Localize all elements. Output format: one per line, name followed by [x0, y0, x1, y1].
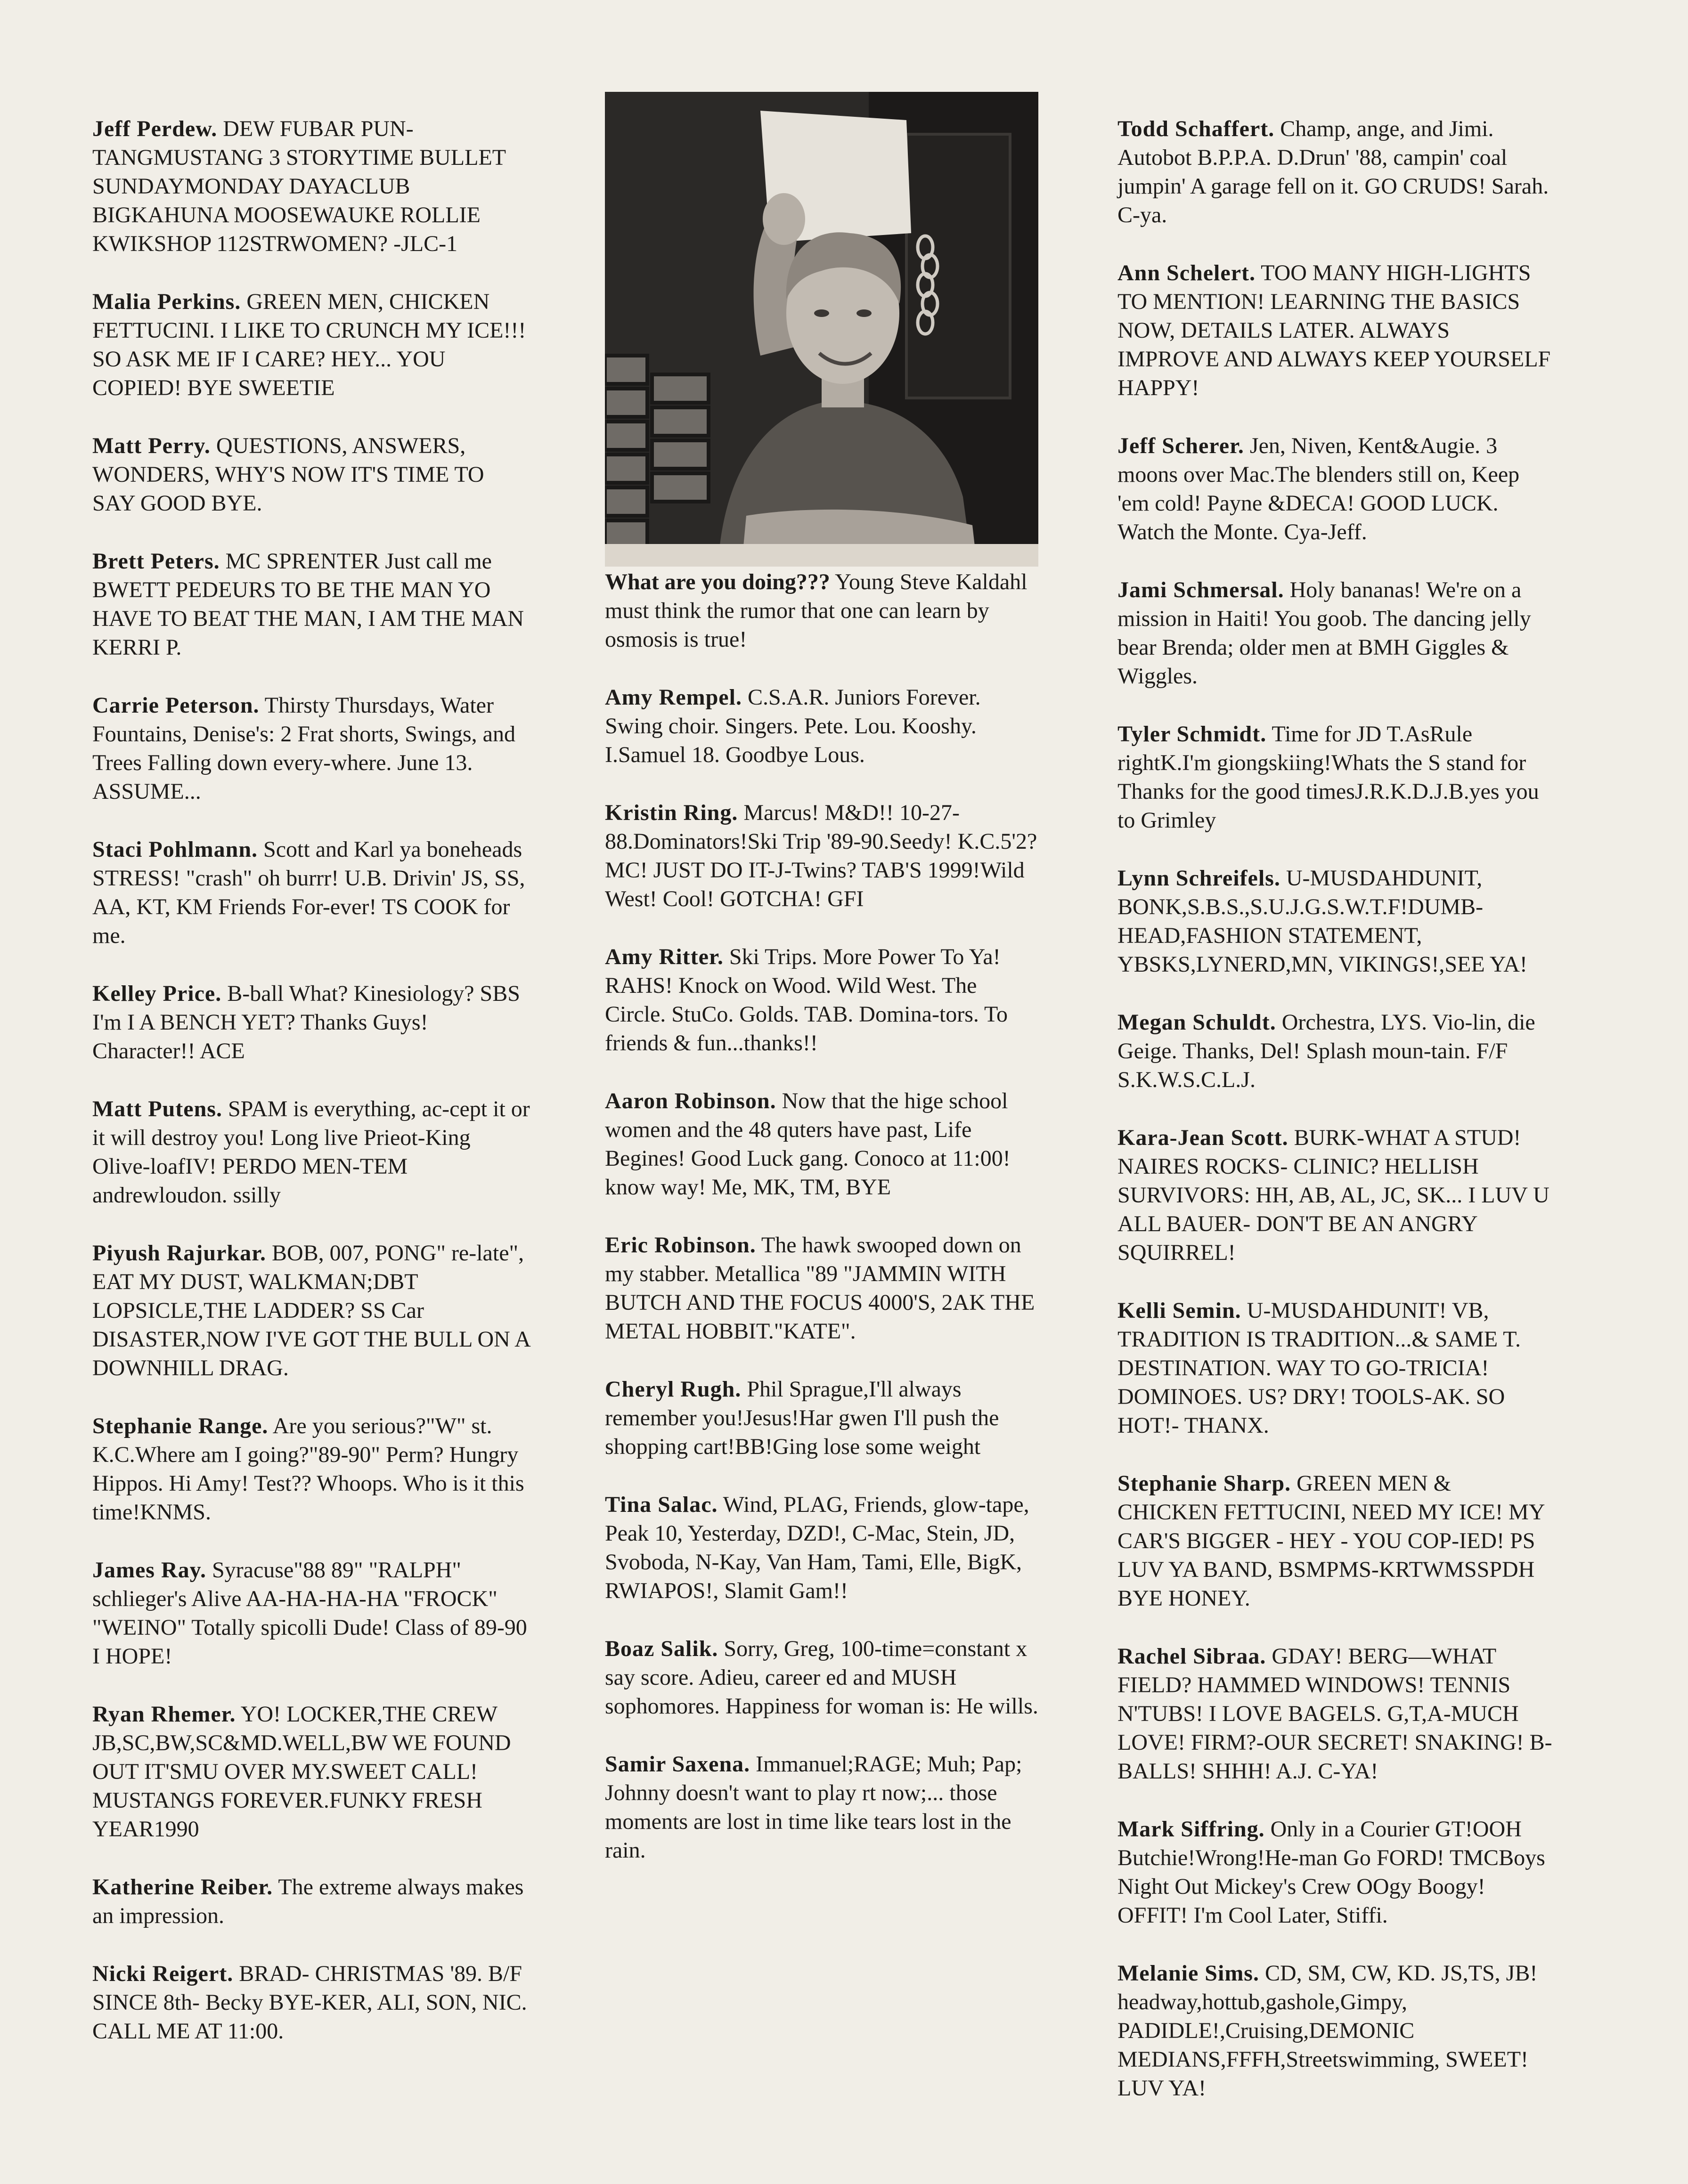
photo-illustration [605, 92, 1038, 567]
senior-entry [1117, 720, 1556, 835]
student-message: GREEN MEN, CHICKEN FETTUCINI. I LIKE TO CRUNCH MY ICE!!! SO ASK ME IF I CARE? HEY... YOU COPIED! BYE SWEETIE [92, 289, 526, 400]
student-message: TOO MANY HIGH-LIGHTS TO MENTION! LEARNING THE BASICS NOW, DETAILS LATER. ALWAYS IMPROVE AND ALWAYS KEEP YOURSELF HAPPY! [1117, 260, 1551, 400]
student-message: GDAY! BERG—WHAT FIELD? HAMMED WINDOWS! TENNIS N'TUBS! I LOVE BAGELS. G,T,A-MUCH LOVE! FIRM?-OUR SECRET! SNAKING! B-BALLS! SHHH! A.J. C-YA! [1117, 1644, 1552, 1784]
student-name: Cheryl Rugh. [605, 1377, 742, 1402]
student-message: Phil Sprague,I'll always remember you!Jesus!Har gwen I'll push the shopping cart!BB!Ging lose some weight [605, 1377, 999, 1459]
senior-entry [605, 1750, 1038, 1865]
student-message: The hawk swooped down on my stabber. Metallica "89 "JAMMIN WITH BUTCH AND THE FOCUS 4000'S, 2AK THE METAL HOBBIT."KATE". [605, 1233, 1035, 1344]
senior-entry [92, 1959, 530, 2046]
student-name: Ryan Rhemer. [92, 1702, 236, 1727]
student-name: Kelley Price. [92, 981, 222, 1006]
senior-entry [1117, 576, 1556, 690]
student-message: QUESTIONS, ANSWERS, WONDERS, WHY'S NOW IT'S TIME TO SAY GOOD BYE. [92, 433, 484, 516]
student-name: Brett Peters. [92, 549, 220, 574]
student-name: Katherine Reiber. [92, 1875, 273, 1900]
senior-entry [92, 287, 530, 402]
student-name: Kara-Jean Scott. [1117, 1125, 1288, 1150]
student-message: Are you serious?"W" st. K.C.Where am I going?"89-90" Perm? Hungry Hippos. Hi Amy! Test?? Whoops. Who is it this time!KNMS. [92, 1413, 524, 1525]
student-message: Scott and Karl ya boneheads STRESS! "crash" oh burrr! U.B. Drivin' JS, SS, AA, KT, KM Friends For-ever! TS COOK for me. [92, 837, 525, 948]
student-name: Nicki Reigert. [92, 1961, 234, 1986]
photo-caption [605, 568, 1038, 654]
student-message: CD, SM, CW, KD. JS,TS, JB! headway,hottub,gashole,Gimpy, PADIDLE!,Cruising,DEMONIC MEDIANS,FFFH,Streetswimming, SWEET! LUV YA! [1117, 1961, 1538, 2101]
student-message: B-ball What? Kinesiology? SBS I'm I A BENCH YET? Thanks Guys! Character!! ACE [92, 981, 520, 1064]
student-name: Eric Robinson. [605, 1233, 756, 1258]
student-message: MC SPRENTER Just call me BWETT PEDEURS TO BE THE MAN YO HAVE TO BEAT THE MAN, I AM THE MAN KERRI P. [92, 549, 524, 660]
senior-messages-column-2 [605, 92, 1038, 1894]
student-message: Immanuel;RAGE; Muh; Pap; Johnny doesn't want to play rt now;... those moments are lost in time like tears lost in the rain. [605, 1752, 1022, 1863]
student-name: Lynn Schreifels. [1117, 866, 1280, 891]
senior-entry [1117, 1815, 1556, 1930]
student-message: U-MUSDAHDUNIT! VB, TRADITION IS TRADITION...& SAME T. DESTINATION. WAY TO GO-TRICIA! DOMINOES. US? DRY! TOOLS-AK. SO HOT!- THANX. [1117, 1298, 1521, 1438]
student-name: Malia Perkins. [92, 289, 241, 314]
student-message: Marcus! M&D!! 10-27-88.Dominators!Ski Trip '89-90.Seedy! K.C.5'2? MC! JUST DO IT-J-Twins? TAB'S 1999!Wild West! Cool! GOTCHA! GFI [605, 800, 1037, 911]
senior-entry [1117, 1296, 1556, 1440]
senior-entry [92, 1873, 530, 1930]
senior-entry [605, 1231, 1038, 1346]
student-name: Matt Perry. [92, 433, 211, 458]
senior-entry [605, 1375, 1038, 1461]
senior-entry [1117, 259, 1556, 402]
student-name: Samir Saxena. [605, 1752, 750, 1777]
senior-entry [1117, 114, 1556, 229]
senior-entry [605, 798, 1038, 913]
student-message: Only in a Courier GT!OOH Butchie!Wrong!He-man Go FORD! TMCBoys Night Out Mickey's Crew OOgy Boogy! OFFIT! I'm Cool Later, Stiffi. [1117, 1817, 1545, 1928]
student-name: Ann Schelert. [1117, 260, 1256, 285]
senior-entry [1117, 1642, 1556, 1786]
student-message: DEW FUBAR PUN-TANGMUSTANG 3 STORYTIME BULLET SUNDAYMONDAY DAYACLUB BIGKAHUNA MOOSEWAUKE ROLLIE KWIKSHOP 112STRWOMEN? -JLC-1 [92, 116, 506, 256]
caption-text: Young Steve Kaldahl must think the rumor that one can learn by osmosis is true! [605, 569, 1027, 652]
senior-entry [1117, 864, 1556, 979]
student-name: Jeff Perdew. [92, 116, 218, 141]
student-message: C.S.A.R. Juniors Forever. Swing choir. Singers. Pete. Lou. Kooshy. I.Samuel 18. Goodbye Lous. [605, 685, 981, 767]
senior-entry [1117, 1123, 1556, 1267]
student-name: Amy Rempel. [605, 685, 742, 710]
student-name: Amy Ritter. [605, 944, 724, 969]
student-message: Orchestra, LYS. Vio-lin, die Geige. Thanks, Del! Splash moun-tain. F/F S.K.W.S.C.L.J. [1117, 1010, 1535, 1092]
senior-entry [92, 1239, 530, 1382]
senior-entry [92, 979, 530, 1065]
senior-entry [605, 1490, 1038, 1605]
student-message: SPAM is everything, ac-cept it or it will destroy you! Long live Prieot-King Olive-loafIV! PERDO MEN-TEM andrewloudon. ssilly [92, 1096, 530, 1208]
student-message: Jen, Niven, Kent&Augie. 3 moons over Mac.The blenders still on, Keep 'em cold! Payne &DECA! GOOD LUCK. Watch the Monte. Cya-Jeff. [1117, 433, 1520, 544]
student-name: Carrie Peterson. [92, 693, 260, 718]
student-name: Stephanie Range. [92, 1413, 269, 1438]
student-message: BOB, 007, PONG" re-late", EAT MY DUST, WALKMAN;DBT LOPSICLE,THE LADDER? SS Car DISASTER,NOW I'VE GOT THE BULL ON A DOWNHILL DRAG. [92, 1241, 530, 1380]
senior-entry [92, 691, 530, 806]
student-message: Syracuse"88 89" "RALPH" schlieger's Alive AA-HA-HA-HA "FROCK" "WEINO" Totally spicolli Dude! Class of 89-90 I HOPE! [92, 1558, 527, 1669]
student-name: Mark Siffring. [1117, 1817, 1265, 1842]
student-name: Jami Schmersal. [1117, 577, 1284, 602]
student-message: GREEN MEN & CHICKEN FETTUCINI, NEED MY ICE! MY CAR'S BIGGER - HEY - YOU COP-IED! PS LUV YA BAND, BSMPMS-KRTWMSSPDH BYE HONEY. [1117, 1471, 1544, 1611]
student-message: Sorry, Greg, 100-time=constant x say score. Adieu, career ed and MUSH sophomores. Happiness for woman is: He wills. [605, 1636, 1038, 1719]
student-name: Rachel Sibraa. [1117, 1644, 1266, 1669]
senior-entry [92, 1700, 530, 1843]
student-name: Kelli Semin. [1117, 1298, 1241, 1323]
senior-entry [92, 1095, 530, 1210]
senior-entry [92, 1412, 530, 1526]
senior-entry [92, 1556, 530, 1671]
student-message: Now that the hige school women and the 48 quters have past, Life Begines! Good Luck gang. Conoco at 11:00! know way! Me, MK, TM, BYE [605, 1088, 1011, 1200]
student-message: Champ, ange, and Jimi. Autobot B.P.P.A. D.Drun' '88, campin' coal jumpin' A garage fell on it. GO CRUDS! Sarah. C-ya. [1117, 116, 1549, 227]
senior-entry [1117, 431, 1556, 546]
senior-entry [92, 114, 530, 258]
student-name: Kristin Ring. [605, 800, 738, 825]
student-message: BURK-WHAT A STUD! NAIRES ROCKS- CLINIC? HELLISH SURVIVORS: HH, AB, AL, JC, SK... I LUV U ALL BAUER- DON'T BE AN ANGRY SQUIRREL! [1117, 1125, 1549, 1265]
senior-entry [1117, 1959, 1556, 2103]
senior-entry [605, 942, 1038, 1057]
senior-entry [92, 835, 530, 950]
senior-entry [92, 431, 530, 518]
senior-entry [605, 683, 1038, 769]
student-name: Stephanie Sharp. [1117, 1471, 1291, 1496]
student-name: Tyler Schmidt. [1117, 722, 1267, 747]
student-message: The extreme always makes an impression. [92, 1875, 524, 1928]
senior-entry [1117, 1469, 1556, 1613]
student-message: Wind, PLAG, Friends, glow-tape, Peak 10, Yesterday, DZD!, C-Mac, Stein, JD, Svoboda, N-Kay, Van Ham, Tami, Elle, BigK, RWIAPOS!, Slamit Gam!! [605, 1492, 1029, 1603]
student-name: Piyush Rajurkar. [92, 1241, 266, 1266]
senior-messages-column-1 [92, 92, 530, 2075]
student-message: Ski Trips. More Power To Ya! RAHS! Knock on Wood. Wild West. The Circle. StuCo. Golds. TAB. Domina-tors. To friends & fun...thanks!! [605, 944, 1008, 1055]
senior-entry [605, 1087, 1038, 1202]
student-name: Melanie Sims. [1117, 1961, 1259, 1986]
student-name: Matt Putens. [92, 1096, 222, 1121]
student-name: Tina Salac. [605, 1492, 718, 1517]
student-photo [605, 92, 1038, 567]
student-name: Aaron Robinson. [605, 1088, 776, 1113]
senior-entry [1117, 1008, 1556, 1094]
student-name: Jeff Scherer. [1117, 433, 1244, 458]
student-name: Staci Pohlmann. [92, 837, 258, 862]
student-name: James Ray. [92, 1558, 206, 1583]
student-message: YO! LOCKER,THE CREW JB,SC,BW,SC&MD.WELL,BW WE FOUND OUT IT'SMU OVER MY.SWEET CALL! MUSTANGS FOREVER.FUNKY FRESH YEAR1990 [92, 1702, 511, 1842]
senior-messages-column-3 [1117, 92, 1556, 2132]
senior-entry [92, 547, 530, 662]
student-name: Megan Schuldt. [1117, 1010, 1276, 1035]
senior-entry [605, 1634, 1038, 1721]
student-name: Boaz Salik. [605, 1636, 718, 1661]
student-message: U-MUSDAHDUNIT, BONK,S.B.S.,S.U.J.G.S.W.T.F!DUMB-HEAD,FASHION STATEMENT, YBSKS,LYNERD,MN, VIKINGS!,SEE YA! [1117, 866, 1527, 977]
student-message: BRAD- CHRISTMAS '89. B/F SINCE 8th- Becky BYE-KER, ALI, SON, NIC. CALL ME AT 11:00. [92, 1961, 527, 2044]
student-message: Thirsty Thursdays, Water Fountains, Denise's: 2 Frat shorts, Swings, and Trees Falling down every-where. June 13. ASSUME... [92, 693, 515, 804]
student-message: Time for JD T.AsRule rightK.I'm giongskiing!Whats the S stand for Thanks for the good timesJ.R.K.D.J.B.yes you to Grimley [1117, 722, 1539, 833]
student-message: Holy bananas! We're on a mission in Haiti! You goob. The dancing jelly bear Brenda; older men at BMH Giggles & Wiggles. [1117, 577, 1531, 689]
caption-lead: What are you doing??? [605, 569, 830, 594]
student-name: Todd Schaffert. [1117, 116, 1275, 141]
